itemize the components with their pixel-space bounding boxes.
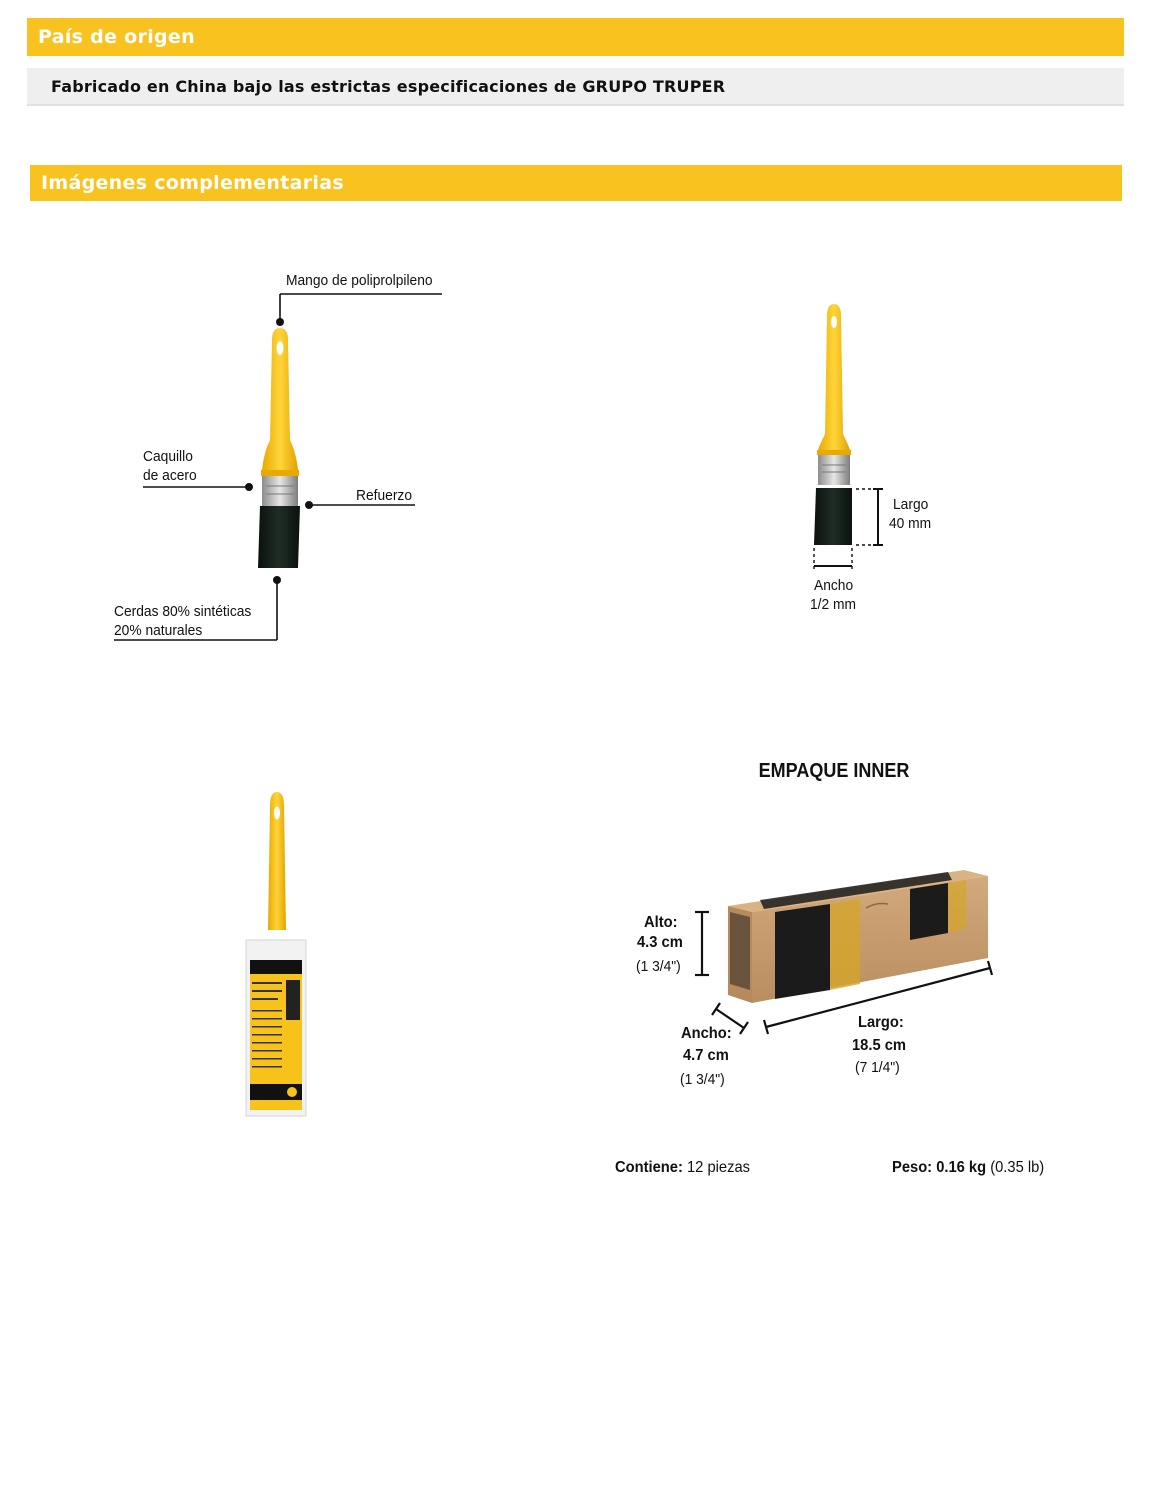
label-ferrule-line2: de acero	[143, 467, 197, 484]
label-ferrule-line1: Caquillo	[143, 448, 193, 465]
contains-info	[615, 1159, 750, 1177]
label-bristles-line2: 20% naturales	[114, 622, 203, 639]
label-box-width: Ancho:	[681, 1025, 732, 1042]
label-reinforcement: Refuerzo	[356, 487, 413, 504]
brush-1	[258, 328, 300, 568]
label-box-height: Alto:	[644, 914, 678, 931]
label-box-length-inches: (7 1/4")	[855, 1059, 900, 1076]
brush-2	[814, 304, 852, 545]
packaging-title: EMPAQUE INNER	[758, 760, 910, 782]
brush-in-package	[246, 792, 306, 1116]
weight-info	[892, 1159, 1044, 1177]
label-box-length: Largo:	[858, 1014, 904, 1031]
inner-box	[728, 870, 988, 1003]
label-box-length-value: 18.5 cm	[852, 1037, 907, 1054]
label-box-width-value: 4.7 cm	[683, 1047, 729, 1064]
label-width-value: 1/2 mm	[810, 596, 857, 613]
section-title: País de origen	[38, 26, 195, 48]
label-bristles-line1: Cerdas 80% sintéticas	[114, 603, 252, 620]
section-title: Imágenes complementarias	[41, 172, 344, 194]
label-box-width-inches: (1 3/4")	[680, 1071, 725, 1088]
label-box-height-value: 4.3 cm	[637, 934, 683, 951]
label-handle: Mango de poliprolpileno	[286, 272, 433, 289]
contains-value: 12 piezas	[686, 1159, 750, 1176]
label-length-value: 40 mm	[889, 515, 932, 532]
contains-label: Contiene:	[615, 1159, 683, 1176]
weight-extra: (0.35 lb)	[990, 1159, 1045, 1176]
weight-label: Peso:	[892, 1159, 933, 1176]
label-box-height-inches: (1 3/4")	[636, 958, 681, 975]
label-width: Ancho	[814, 577, 854, 594]
label-length: Largo	[893, 496, 929, 513]
origin-text: Fabricado en China bajo las estrictas especificaciones de GRUPO TRUPER	[51, 76, 726, 96]
weight-value: 0.16 kg	[936, 1159, 987, 1176]
